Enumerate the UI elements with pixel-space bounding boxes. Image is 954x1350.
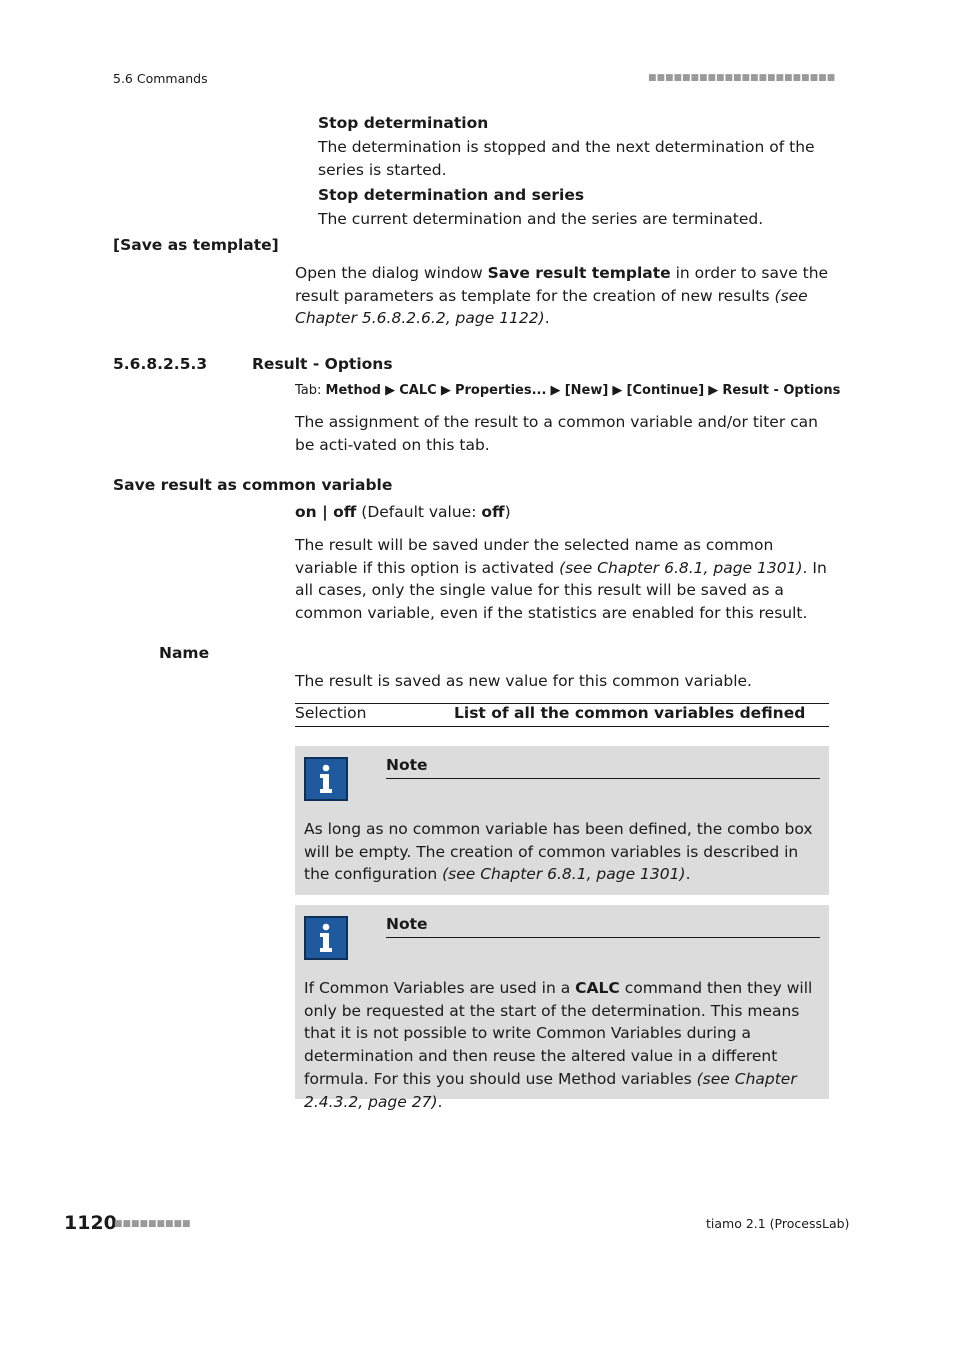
arrow-right-icon: ▶	[608, 383, 627, 398]
section-intro: The assignment of the result to a common variable and/or titer can be acti-vated on this tab.	[295, 413, 818, 454]
stop-series-text: The current determination and the series are terminated.	[318, 210, 764, 228]
stop-determination-title: Stop determination	[318, 114, 489, 132]
common-variable-text: The result will be saved under the selected name as common variable if this option is activated (see Chapter 6.8.1, page 1301). In all cases, only the single value for this result will be saved as a common variable, even if the statistics are enabled for this result.	[295, 536, 827, 623]
running-header-dots: ■■■■■■■■■■■■■■■■■■■■■■	[648, 73, 836, 83]
chapter-link[interactable]: (see Chapter 5.6.8.2.6.2, page 1122)	[295, 286, 808, 328]
note-box	[295, 905, 829, 1111]
note-title: Note	[386, 915, 428, 933]
section-number: 5.6.8.2.5.3	[113, 355, 208, 373]
page-number: 1120	[64, 1212, 117, 1234]
info-icon	[304, 757, 348, 801]
note-title-rule	[386, 778, 820, 779]
note-title: Note	[386, 756, 428, 774]
arrow-right-icon: ▶	[546, 383, 565, 398]
tab-path-item: [Continue]	[626, 383, 705, 398]
note-box	[295, 746, 829, 895]
running-header-section: 5.6 Commands	[113, 71, 208, 86]
chapter-link[interactable]: (see Chapter 2.4.3.2, page 27)	[304, 1069, 797, 1111]
tab-path-item: CALC	[399, 383, 437, 398]
footer-dots: ■■■■■■■■■	[114, 1219, 191, 1229]
stop-determination-text: The determination is stopped and the next determination of the series is started.	[318, 138, 815, 179]
note-text: As long as no common variable has been defined, the combo box will be empty. The creation of common variables is described in the configuration (see Chapter 6.8.1, page 1301).	[304, 820, 813, 884]
section-title: Result - Options	[252, 355, 393, 373]
tab-path-item: [New]	[564, 383, 609, 398]
tab-path: Tab: Method ▶ CALC ▶ Properties... ▶ [New] ▶ [Continue] ▶ Result - Options	[295, 383, 841, 398]
name-text: The result is saved as new value for this common variable.	[295, 672, 752, 690]
arrow-right-icon: ▶	[381, 383, 400, 398]
info-icon	[304, 916, 348, 960]
chapter-link[interactable]: (see Chapter 6.8.1, page 1301)	[442, 865, 686, 884]
table-label: Selection	[295, 704, 367, 722]
name-heading: Name	[159, 644, 210, 662]
arrow-right-icon: ▶	[436, 383, 455, 398]
note-title-rule	[386, 937, 820, 938]
chapter-link[interactable]: (see Chapter 6.8.1, page 1301)	[559, 558, 803, 577]
tab-path-item: Method	[325, 383, 381, 398]
common-variable-heading: Save result as common variable	[113, 476, 393, 494]
table-bottom-rule	[295, 726, 829, 727]
note-text: If Common Variables are used in a CALC command then they will only be requested at the start of the determination. This means that it is not possible to write Common Variables during a determination and then reuse the altered value in a different formula. For this you should use Method variables (see Chapter 2.4.3.2, page 27).	[304, 979, 813, 1111]
arrow-right-icon: ▶	[704, 383, 723, 398]
table-value: List of all the common variables defined	[454, 704, 806, 722]
common-variable-options: on | off (Default value: off)	[295, 503, 511, 521]
stop-series-title: Stop determination and series	[318, 186, 585, 204]
save-template-heading: [Save as template]	[113, 236, 279, 254]
tab-path-item: Result - Options	[722, 383, 841, 398]
tab-path-item: Properties...	[454, 383, 547, 398]
save-template-text: Open the dialog window Save result template in order to save the result parameters as template for the creation of new results (see Chapter 5.6.8.2.6.2, page 1122).	[295, 264, 829, 328]
footer-product: tiamo 2.1 (ProcessLab)	[706, 1216, 850, 1231]
